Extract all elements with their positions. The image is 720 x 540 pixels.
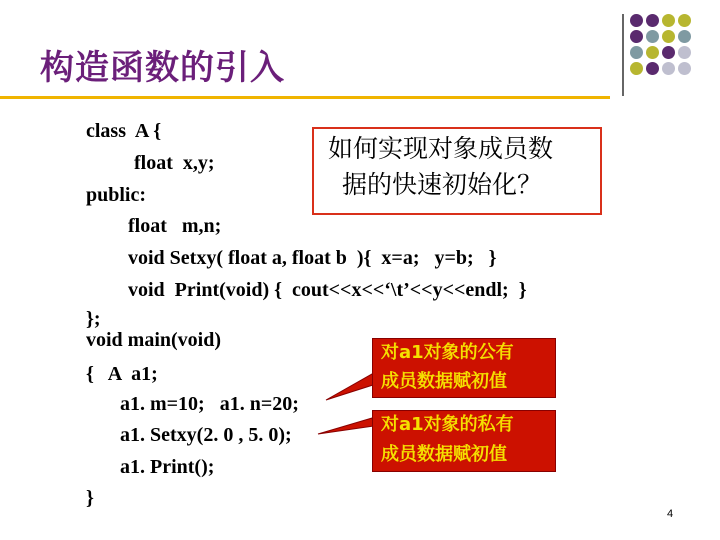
- code-line-class-end: };: [86, 308, 101, 330]
- private-init-note-line2: 成员数据赋初值: [381, 444, 507, 465]
- code-line-call-setxy: a1. Setxy(2. 0 , 5. 0);: [120, 424, 292, 446]
- code-line-public: public:: [86, 184, 147, 206]
- code-line-main: void main(void): [86, 329, 222, 351]
- private-init-note-line1: 对a1对象的私有: [381, 414, 514, 435]
- page-number: 4: [667, 508, 674, 520]
- code-line-private-members: float x,y;: [134, 152, 215, 174]
- private-init-arrow: [318, 418, 374, 434]
- slide-title: 构造函数的引入: [40, 48, 285, 88]
- code-line-assign-public: a1. m=10; a1. n=20;: [120, 393, 299, 415]
- code-line-call-print: a1. Print();: [120, 456, 215, 478]
- public-init-note-line2: 成员数据赋初值: [381, 371, 507, 392]
- code-line-class: class A {: [86, 120, 162, 142]
- code-line-declare-a1: { A a1;: [86, 363, 158, 385]
- public-init-arrow: [326, 374, 376, 400]
- code-line-main-end: }: [86, 487, 94, 509]
- question-callout-line1: 如何实现对象成员数: [328, 134, 554, 163]
- public-init-note-line1: 对a1对象的公有: [381, 342, 514, 363]
- question-callout-line2: 据的快速初始化？: [342, 170, 543, 199]
- code-line-setxy: void Setxy( float a, float b ){ x=a; y=b; }: [128, 247, 497, 269]
- code-line-public-members: float m,n;: [128, 215, 222, 237]
- code-line-print: void Print(void) { cout<<x<<‘\t’<<y<<endl; }: [128, 279, 527, 301]
